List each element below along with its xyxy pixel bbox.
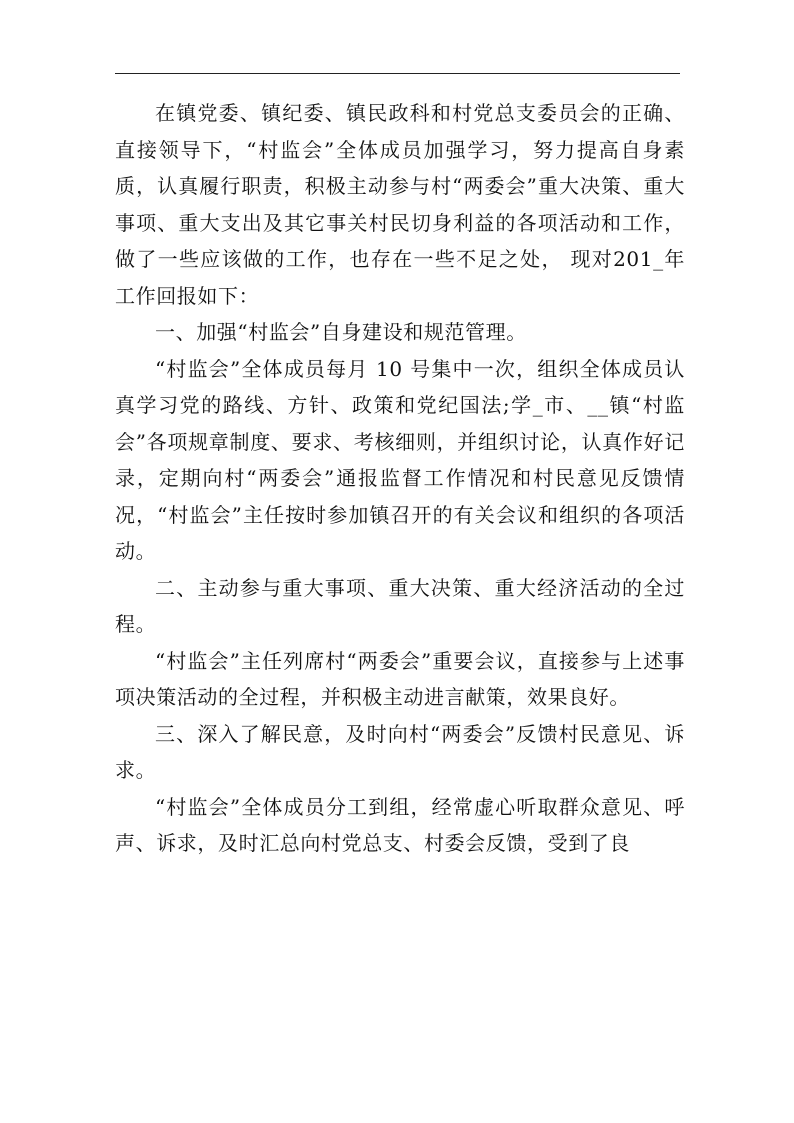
section-3-paragraph: “村监会”全体成员分工到组，经常虚心听取群众意见、呼声、诉求，及时汇总向村党总支、村委会反馈，受到了良	[115, 794, 685, 855]
header-rule	[115, 73, 680, 74]
section-2-heading: 二、主动参与重大事项、重大决策、重大经济活动的全过程。	[115, 575, 685, 636]
section-1-paragraph: “村监会”全体成员每月 10 号集中一次，组织全体成员认真学习党的路线、方针、政策和党纪国法;学_市、__镇“村监会”各项规章制度、要求、考核细则，并组织讨论，认真作好记录，定期向村“两委会”通报监督工作情况和村民意见反馈情况，“村监会”主任按时参加镇召开的有关会议和组织的各项活动。	[115, 356, 685, 563]
section-1-heading: 一、加强“村监会”自身建设和规范管理。	[155, 320, 527, 344]
document-body	[115, 95, 685, 862]
section-3-heading: 三、深入了解民意，及时向村“两委会”反馈村民意见、诉求。	[115, 721, 685, 782]
section-2-paragraph: “村监会”主任列席村“两委会”重要会议，直接参与上述事项决策活动的全过程，并积极主动进言献策，效果良好。	[115, 648, 685, 709]
intro-paragraph: 在镇党委、镇纪委、镇民政科和村党总支委员会的正确、直接领导下，“村监会”全体成员加强学习，努力提高自身素质，认真履行职责，积极主动参与村“两委会”重大决策、重大事项、重大支出及其它事关村民切身利益的各项活动和工作，做了一些应该做的工作，也存在一些不足之处， 现对201_年工作回报如下：	[115, 101, 685, 308]
